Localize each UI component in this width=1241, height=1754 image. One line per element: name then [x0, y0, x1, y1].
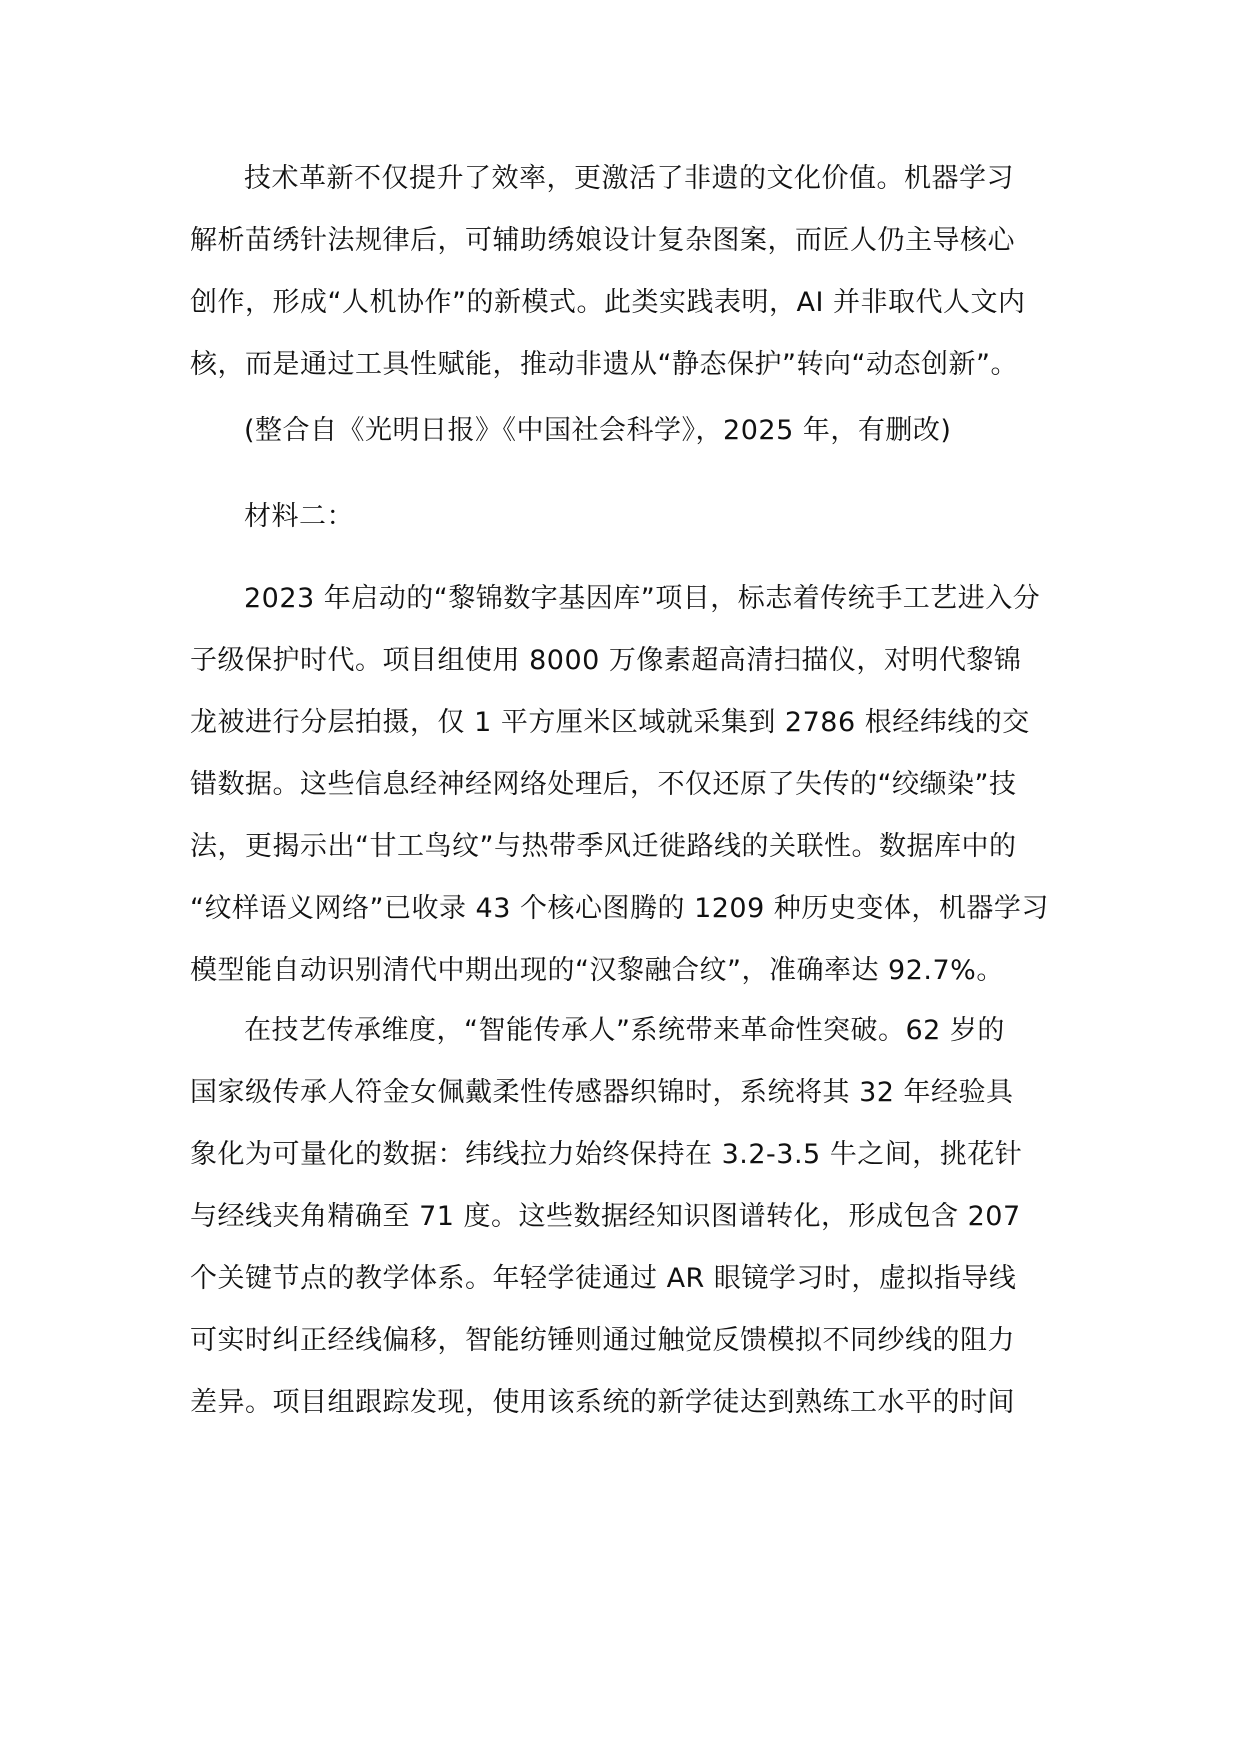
- paragraph-3-line: 个关键节点的教学体系。年轻学徒通过 AR 眼镜学习时，虚拟指导线: [190, 1263, 1017, 1294]
- paragraph-3-line: 在技艺传承维度，“智能传承人”系统带来革命性突破。62 岁的: [244, 1015, 1005, 1046]
- paragraph-2: [190, 568, 1050, 1002]
- paragraph-2-line: “纹样语义网络”已收录 43 个核心图腾的 1209 种历史变体，机器学习: [190, 893, 1049, 924]
- paragraph-1: [190, 148, 1050, 396]
- paragraph-3-line: 可实时纠正经线偏移，智能纺锤则通过触觉反馈模拟不同纱线的阻力: [190, 1325, 1015, 1356]
- paragraph-1-line: 技术革新不仅提升了效率，更激活了非遗的文化价值。机器学习: [244, 163, 1014, 194]
- paragraph-2-line: 龙被进行分层拍摄，仅 1 平方厘米区域就采集到 2786 根经纬线的交: [190, 707, 1030, 738]
- paragraph-2-line: 错数据。这些信息经神经网络处理后，不仅还原了失传的“绞缬染”技: [190, 769, 1017, 800]
- paragraph-3-line: 象化为可量化的数据：纬线拉力始终保持在 3.2-3.5 牛之间，挑花针: [190, 1139, 1023, 1170]
- paragraph-1-line: 核，而是通过工具性赋能，推动非遗从“静态保护”转向“动态创新”。: [190, 349, 1018, 380]
- paragraph-2-line: 2023 年启动的“黎锦数字基因库”项目，标志着传统手工艺进入分: [244, 583, 1041, 614]
- material-two-heading: 材料二：: [244, 501, 354, 532]
- paragraph-2-line: 模型能自动识别清代中期出现的“汉黎融合纹”，准确率达 92.7%。: [190, 955, 1004, 986]
- paragraph-2-line: 子级保护时代。项目组使用 8000 万像素超高清扫描仪，对明代黎锦: [190, 645, 1022, 676]
- paragraph-3-line: 差异。项目组跟踪发现，使用该系统的新学徒达到熟练工水平的时间: [190, 1387, 1015, 1418]
- source-note: (整合自《光明日报》《中国社会科学》，2025 年，有删改): [244, 415, 952, 446]
- paragraph-1-line: 创作，形成“人机协作”的新模式。此类实践表明，AI 并非取代人文内: [190, 287, 1026, 318]
- paragraph-3-line: 与经线夹角精确至 71 度。这些数据经知识图谱转化，形成包含 207: [190, 1201, 1021, 1232]
- paragraph-3-line: 国家级传承人符金女佩戴柔性传感器织锦时，系统将其 32 年经验具: [190, 1077, 1014, 1108]
- paragraph-1-line: 解析苗绣针法规律后，可辅助绣娘设计复杂图案，而匠人仍主导核心: [190, 225, 1015, 256]
- paragraph-2-line: 法，更揭示出“甘工鸟纹”与热带季风迁徙路线的关联性。数据库中的: [190, 831, 1017, 862]
- paragraph-3: [190, 1000, 1050, 1434]
